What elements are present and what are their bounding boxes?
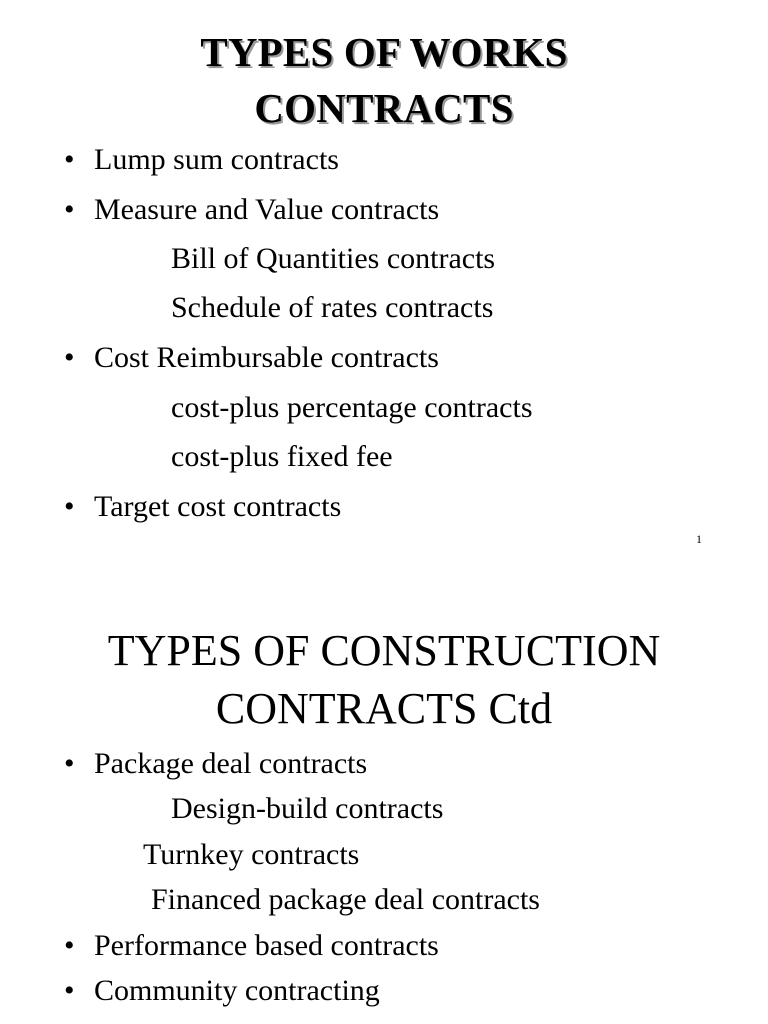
list-item: Cost Reimbursable contracts: [94, 341, 439, 374]
sub-list-item: cost-plus fixed fee: [171, 440, 393, 473]
bullet-icon: •: [64, 143, 75, 176]
bullet-icon: •: [64, 193, 75, 226]
slide-2-title: [0, 622, 768, 738]
slide-1-title: [0, 24, 768, 136]
list-item: Community contracting: [94, 974, 380, 1007]
slide-2-title-line-2: CONTRACTS Ctd: [215, 684, 553, 733]
bullet-icon: •: [64, 747, 75, 780]
list-item: Package deal contracts: [94, 747, 368, 780]
bullet-icon: •: [64, 341, 75, 374]
sub-list-item: Turnkey contracts: [143, 838, 360, 871]
slide-1-title-line-2: CONTRACTS: [254, 85, 514, 131]
sub-list-item: Design-build contracts: [171, 792, 444, 825]
bullet-icon: •: [64, 490, 75, 523]
list-item: Measure and Value contracts: [94, 193, 440, 226]
list-item: Lump sum contracts: [94, 143, 339, 176]
bullet-icon: •: [64, 974, 75, 1007]
slide-2: [0, 560, 768, 1024]
sub-list-item: Schedule of rates contracts: [171, 291, 494, 324]
list-item: Performance based contracts: [94, 929, 439, 962]
page-number: 1: [696, 532, 702, 546]
sub-list-item: cost-plus percentage contracts: [171, 391, 533, 424]
list-item: Target cost contracts: [94, 490, 342, 523]
slide-1-title-line-1: TYPES OF WORKS: [200, 29, 568, 75]
sub-list-item: Bill of Quantities contracts: [171, 242, 496, 275]
slide-2-title-line-1: TYPES OF CONSTRUCTION: [107, 626, 661, 675]
sub-list-item: Financed package deal contracts: [151, 883, 540, 916]
bullet-icon: •: [64, 929, 75, 962]
